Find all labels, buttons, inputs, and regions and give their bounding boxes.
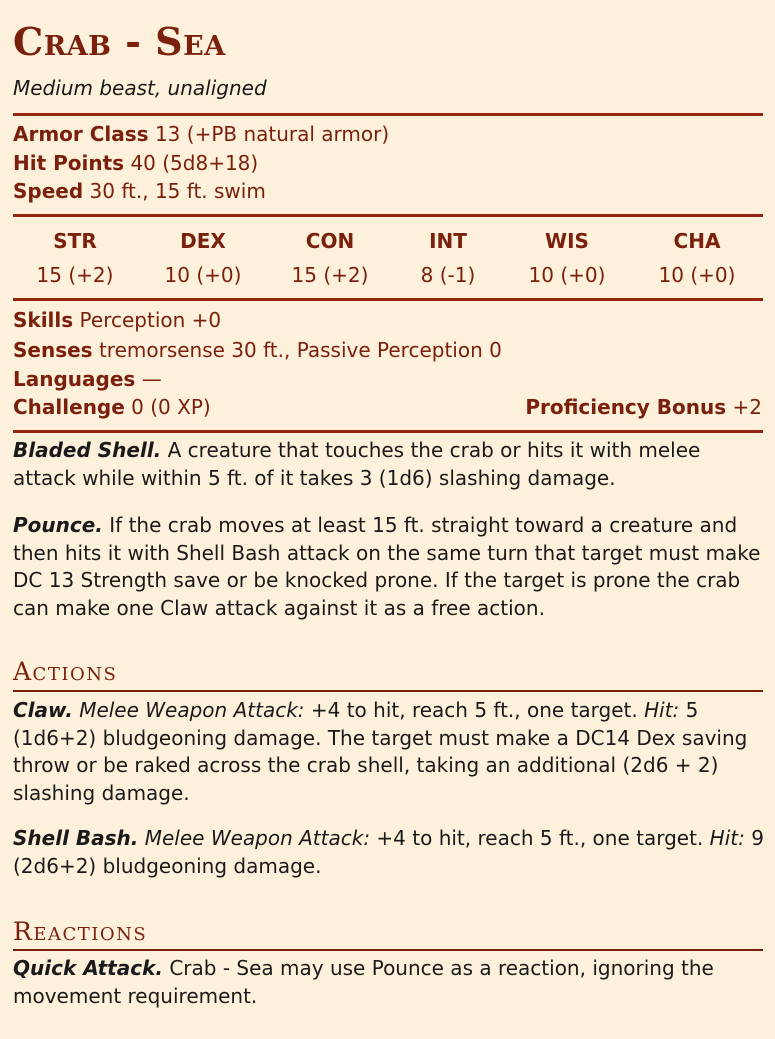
- section-divider: [13, 690, 763, 692]
- challenge-value: 0 (0 XP): [131, 395, 211, 419]
- senses-label: Senses: [13, 338, 93, 362]
- action-name: Shell Bash.: [13, 826, 139, 850]
- proficiency-bonus-label: Proficiency Bonus: [525, 395, 727, 419]
- trait-text: If the crab moves at least 15 ft. straight toward a creature and then hits it with Shell Bash attack on the same turn that target must make DC 13 Strength save or be knocked prone. If the target is prone the crab can make one Claw attack against it as a free action.: [13, 513, 761, 620]
- reactions-heading: Reactions: [13, 917, 148, 946]
- divider: [13, 113, 763, 116]
- languages-row: [13, 365, 162, 393]
- hit-points-label: Hit Points: [13, 151, 125, 175]
- ability-score-dex: 10 (+0): [164, 263, 242, 287]
- senses-row: [13, 336, 502, 364]
- ability-name-int: INT: [429, 229, 467, 253]
- actions-heading: Actions: [13, 657, 118, 686]
- divider: [13, 298, 763, 301]
- skills-row: [13, 306, 221, 334]
- ability-name-str: STR: [53, 229, 97, 253]
- ability-name-con: CON: [305, 229, 355, 253]
- attack-type: Melee Weapon Attack:: [144, 826, 371, 850]
- trait-name: Pounce.: [13, 513, 103, 537]
- attack-type: Melee Weapon Attack:: [79, 698, 305, 722]
- reaction-text: Crab - Sea may use Pounce as a reaction, ignoring the movement requirement.: [13, 956, 714, 1008]
- ability-name-cha: CHA: [673, 229, 721, 253]
- hit-text: 9 (2d6+2) bludgeoning damage.: [13, 826, 764, 878]
- ability-score-cha: 10 (+0): [658, 263, 736, 287]
- action-claw: [13, 697, 765, 807]
- proficiency-bonus-row: [525, 393, 762, 421]
- monster-type: Medium beast, unaligned: [13, 76, 267, 100]
- ability-score-wis: 10 (+0): [528, 263, 606, 287]
- challenge-row: [13, 393, 211, 421]
- skills-value: Perception +0: [79, 308, 222, 332]
- senses-value: tremorsense 30 ft., Passive Perception 0: [98, 338, 502, 362]
- hit-text: 5 (1d6+2) bludgeoning damage. The target must make a DC14 Dex saving throw or be raked across the crab shell, taking an additional (2d6 + 2) slashing damage.: [13, 698, 748, 805]
- trait-text: A creature that touches the crab or hits it with melee attack while within 5 ft. of it takes 3 (1d6) slashing damage.: [13, 438, 701, 490]
- trait-bladed-shell: [13, 437, 765, 492]
- skills-label: Skills: [13, 308, 74, 332]
- monster-name: Crab - Sea: [13, 19, 226, 64]
- languages-value: —: [141, 367, 162, 391]
- challenge-label: Challenge: [13, 395, 125, 419]
- armor-class-label: Armor Class: [13, 122, 149, 146]
- ability-name-dex: DEX: [180, 229, 226, 253]
- action-shell-bash: [13, 825, 765, 880]
- ability-score-con: 15 (+2): [291, 263, 369, 287]
- trait-pounce: [13, 512, 765, 622]
- reaction-name: Quick Attack.: [13, 956, 163, 980]
- armor-class-row: [13, 120, 389, 148]
- ability-name-wis: WIS: [545, 229, 589, 253]
- section-divider: [13, 949, 763, 951]
- proficiency-bonus-value: +2: [732, 395, 762, 419]
- divider: [13, 214, 763, 217]
- reaction-quick-attack: [13, 955, 765, 1010]
- speed-label: Speed: [13, 179, 84, 203]
- divider: [13, 430, 763, 433]
- hit-points-value: 40 (5d8+18): [130, 151, 259, 175]
- attack-text: +4 to hit, reach 5 ft., one target.: [376, 826, 704, 850]
- ability-score-int: 8 (-1): [420, 263, 476, 287]
- hit-label: Hit:: [644, 698, 680, 722]
- ability-score-str: 15 (+2): [36, 263, 114, 287]
- armor-class-value: 13 (+PB natural armor): [154, 122, 390, 146]
- speed-value: 30 ft., 15 ft. swim: [89, 179, 266, 203]
- trait-name: Bladed Shell.: [13, 438, 162, 462]
- attack-text: +4 to hit, reach 5 ft., one target.: [310, 698, 638, 722]
- hit-points-row: [13, 149, 258, 177]
- languages-label: Languages: [13, 367, 136, 391]
- action-name: Claw.: [13, 698, 73, 722]
- speed-row: [13, 177, 266, 205]
- hit-label: Hit:: [709, 826, 745, 850]
